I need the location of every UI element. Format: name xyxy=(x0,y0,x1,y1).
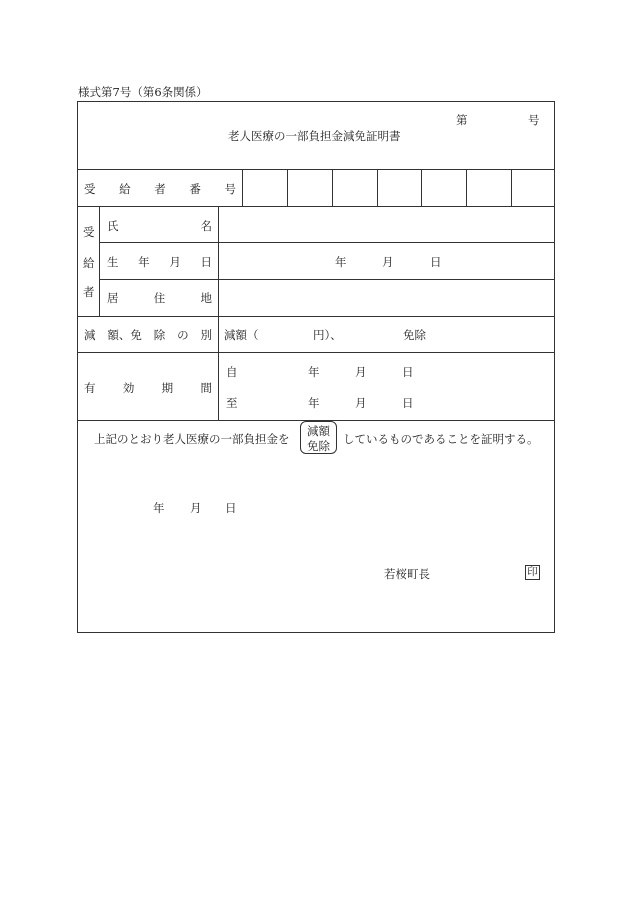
cert-date-day: 日 xyxy=(225,501,237,515)
from-label: 自 xyxy=(226,365,238,379)
issuer-name: 若桜町長 xyxy=(384,567,430,581)
document-title: 老人医療の一部負担金減免証明書 xyxy=(228,129,401,143)
seal-mark: 印 xyxy=(525,565,540,580)
form-reference: 様式第7号（第6条関係） xyxy=(78,85,208,99)
option-exemption: 免除 xyxy=(307,439,330,453)
to-year: 年 xyxy=(308,396,320,410)
from-month: 月 xyxy=(355,365,367,379)
from-day: 日 xyxy=(402,365,414,379)
from-year: 年 xyxy=(308,365,320,379)
number-cell-5[interactable] xyxy=(421,169,466,206)
to-month: 月 xyxy=(355,396,367,410)
cert-date-year: 年 xyxy=(153,501,165,515)
exemption-text: 免除 xyxy=(403,328,426,342)
option-reduction: 減額 xyxy=(307,424,330,438)
to-label: 至 xyxy=(226,396,238,410)
name-field[interactable] xyxy=(219,207,554,242)
reduction-text: 減額（ xyxy=(224,328,259,342)
certification-text-before: 上記のとおり老人医療の一部負担金を xyxy=(94,432,290,446)
certification-text-after: しているものであることを証明する。 xyxy=(343,432,539,446)
number-cell-1[interactable] xyxy=(242,169,287,206)
number-suffix: 号 xyxy=(528,113,540,127)
recipient-group-char: 受 xyxy=(83,225,95,239)
type-label: 減 額、免 除 の 別 xyxy=(84,328,212,342)
to-day: 日 xyxy=(402,396,414,410)
recipient-group-char: 者 xyxy=(83,285,95,299)
number-cell-6[interactable] xyxy=(466,169,511,206)
recipient-group-char: 給 xyxy=(83,256,95,270)
validity-label: 有 効 期 間 xyxy=(84,381,212,395)
address-label: 居 住 地 xyxy=(107,291,212,305)
validity-period-field[interactable] xyxy=(219,353,554,420)
row-divider xyxy=(77,316,555,317)
name-label: 氏 名 xyxy=(107,219,212,233)
recipient-number-label: 受 給 者 番 号 xyxy=(84,182,236,196)
dob-month: 月 xyxy=(382,255,394,269)
number-prefix: 第 xyxy=(456,113,468,127)
reduction-unit: 円）、 xyxy=(313,328,342,342)
dob-label: 生 年 月 日 xyxy=(107,255,212,269)
dob-year: 年 xyxy=(335,255,347,269)
dob-day: 日 xyxy=(430,255,442,269)
address-field[interactable] xyxy=(219,280,554,316)
number-cell-2[interactable] xyxy=(287,169,332,206)
reduction-amount-field[interactable] xyxy=(262,317,312,351)
number-cell-3[interactable] xyxy=(332,169,377,206)
column-divider xyxy=(99,206,100,316)
cert-date-month: 月 xyxy=(190,501,202,515)
number-cell-4[interactable] xyxy=(377,169,421,206)
number-cell-7[interactable] xyxy=(511,169,555,206)
